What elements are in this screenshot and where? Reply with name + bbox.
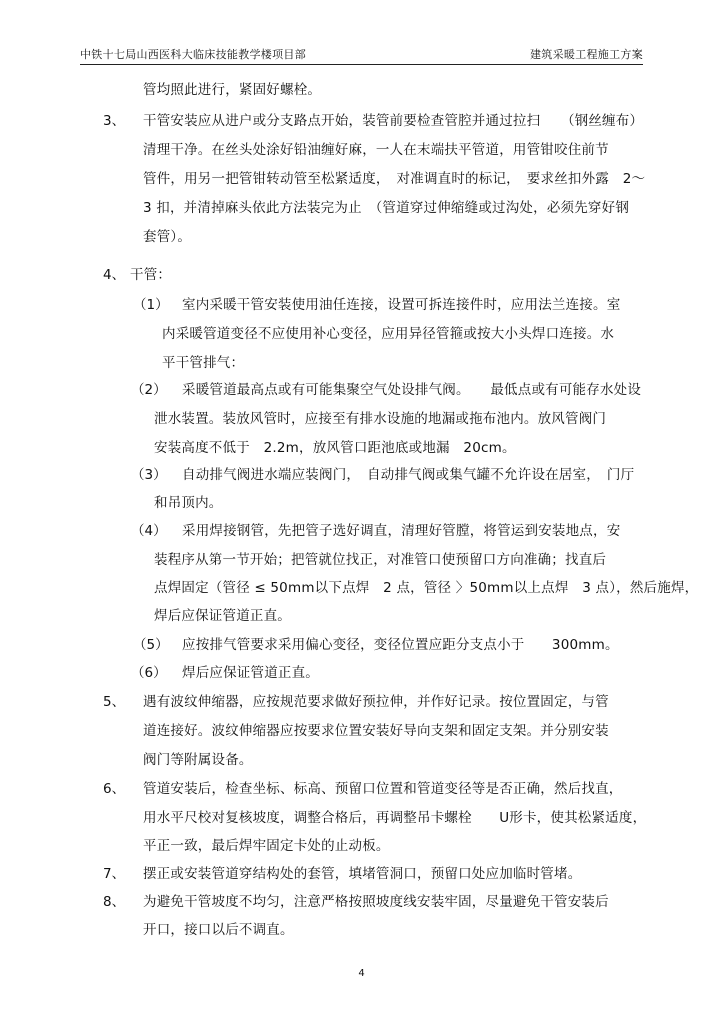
- item-number: 4、: [103, 267, 126, 283]
- paragraph-line: 管件，用另一把管钳转动管至松紧适度， 对准调直时的标记， 要求丝扣外露 2～: [143, 171, 646, 187]
- paragraph-line: 采用焊接钢管，先把管子选好调直，清理好管膛，将管运到安装地点，安: [182, 523, 621, 539]
- paragraph-line: 安装高度不低于 2.2m，放风管口距池底或地漏 20cm。: [154, 440, 516, 456]
- paragraph-line: 和吊顶内。: [154, 495, 223, 511]
- section-heading: 干管：: [130, 267, 172, 283]
- item-number: 6、: [103, 781, 126, 797]
- sub-item-number: （1）: [133, 297, 169, 313]
- paragraph-line: 清理干净。在丝头处涂好铅油缠好麻，一人在末端扶平管道，用管钳咬住前节: [143, 142, 609, 158]
- paragraph-line: 焊后应保证管道正直。: [182, 665, 319, 681]
- page-number: 4: [358, 968, 365, 979]
- paragraph-line: 为避免干管坡度不均匀，注意严格按照坡度线安装牢固，尽量避免干管安装后: [143, 894, 609, 910]
- header-document-title: 建筑采暖工程施工方案: [530, 48, 643, 61]
- paragraph-line: 内采暖管道变径不应使用补心变径，应用异径管箍或按大小头焊口连接。水: [162, 326, 615, 342]
- paragraph-line: 管道安装后，检查坐标、标高、预留口位置和管道变径等是否正确，然后找直，: [143, 781, 623, 797]
- paragraph-line: 套管）。: [143, 229, 192, 245]
- sub-item-number: （6）: [131, 665, 167, 681]
- item-number: 7、: [103, 866, 126, 882]
- paragraph-line: 开口，接口以后不调直。: [143, 922, 294, 938]
- paragraph-line: 3 扣，并清掉麻头依此方法装完为止 （管道穿过伸缩缝或过沟处，必须先穿好钢: [143, 200, 630, 216]
- item-number: 8、: [103, 894, 126, 910]
- paragraph-line: 管均照此进行，紧固好螺栓。: [143, 82, 322, 98]
- paragraph-line: 焊后应保证管道正直。: [154, 608, 291, 624]
- paragraph-line: 泄水装置。装放风管时，应接至有排水设施的地漏或拖布池内。放风管阀门: [154, 411, 607, 427]
- item-number: 3、: [103, 113, 126, 129]
- paragraph-line: 摆正或安装管道穿结构处的套管，填堵管洞口，预留口处应加临时管堵。: [143, 866, 582, 882]
- paragraph-line: 用水平尺校对复核坡度，调整合格后，再调整吊卡螺栓 U形卡，使其松紧适度，: [143, 810, 647, 826]
- paragraph-line: 采暖管道最高点或有可能集聚空气处设排气阀。 最低点或有可能存水处设: [182, 382, 642, 398]
- paragraph-line: 点焊固定（管径 ≤ 50mm以下点焊 2 点，管径 〉50mm以上点焊 3 点），然后施焊，: [154, 580, 699, 596]
- paragraph-line: 装程序从第一节开始；把管就位找正，对准管口使预留口方向准确；找直后: [154, 552, 607, 568]
- header-project-name: 中铁十七局山西医科大临床技能教学楼项目部: [80, 48, 306, 61]
- sub-item-number: （4）: [131, 523, 167, 539]
- paragraph-line: 自动排气阀进水端应装阀门， 自动排气阀或集气罐不允许设在居室， 门厅: [182, 467, 635, 483]
- sub-item-number: （5）: [133, 637, 169, 653]
- paragraph-line: 平正一致，最后焊牢固定卡处的止动板。: [143, 838, 390, 854]
- paragraph-line: 遇有波纹伸缩器，应按规范要求做好预拉伸，并作好记录。按位置固定，与管: [143, 694, 609, 710]
- page-header: [80, 42, 643, 65]
- paragraph-line: 平干管排气：: [162, 355, 245, 371]
- paragraph-line: 道连接好。波纹伸缩器应按要求位置安装好导向支架和固定支架。并分别安装: [143, 723, 609, 739]
- paragraph-line: 干管安装应从进户或分支路点开始，装管前要检查管腔并通过拉扫 （钢丝缠布）: [143, 113, 644, 129]
- sub-item-number: （2）: [131, 382, 167, 398]
- sub-item-number: （3）: [131, 467, 167, 483]
- paragraph-line: 阀门等附属设备。: [143, 752, 253, 768]
- paragraph-line: 室内采暖干管安装使用油任连接，设置可拆连接件时，应用法兰连接。室: [182, 297, 621, 313]
- item-number: 5、: [103, 694, 126, 710]
- paragraph-line: 应按排气管要求采用偏心变径，变径位置应距分支点小于 300mm。: [182, 637, 619, 653]
